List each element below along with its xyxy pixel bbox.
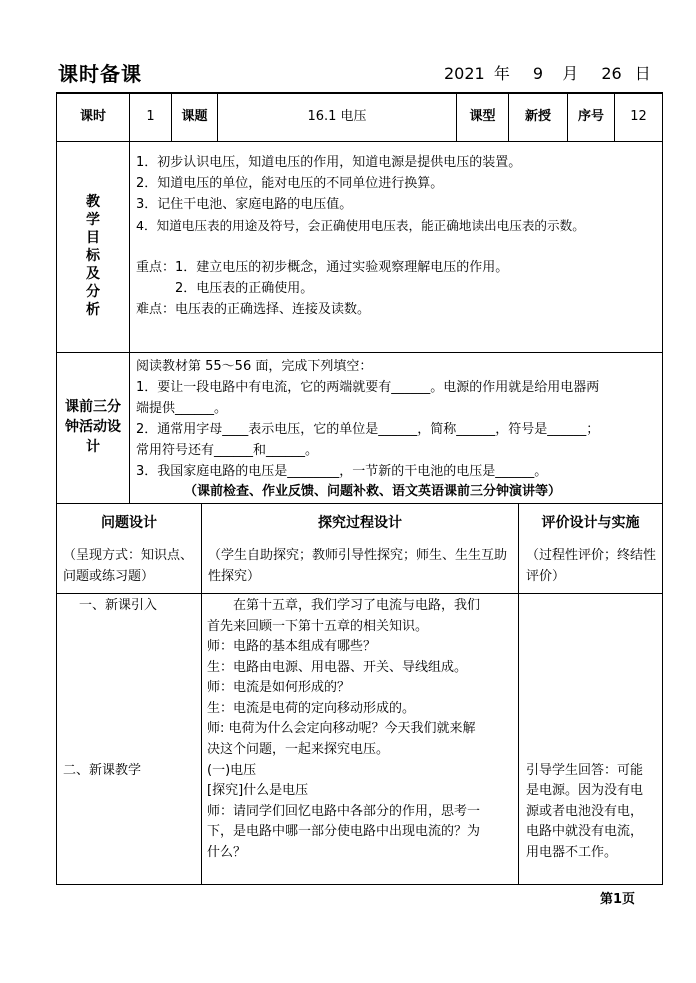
col2-title: 探究过程设计 <box>318 515 402 531</box>
preclass-label: 课前三分钟活动设计 <box>65 399 121 455</box>
objectives-label: 教学目标及分析 <box>86 194 100 318</box>
objective-line-1: 1．初步认识电压，知道电压的作用，知道电源是提供电压的装置。 <box>136 155 522 170</box>
col2-line-12: 下，是电路中哪一部分使电路中出现电流的？为 <box>207 824 481 839</box>
preclass-line-1: 阅读教材第 55～56 面，完成下列填空： <box>136 359 373 374</box>
col2-line-5: 师：电流是如何形成的？ <box>207 680 351 695</box>
key-point-2: 2．电压表的正确使用。 <box>136 281 314 296</box>
col2-line-2: 首先来回顾一下第十五章的相关知识。 <box>207 619 429 634</box>
type-label: 课型 <box>469 109 496 124</box>
lesson-value: 1 <box>146 109 155 124</box>
preclass-line-4: 2．通常用字母____表示电压，它的单位是______，简称______，符号是______； <box>136 422 600 437</box>
preclass-line-6: 3．我国家庭电路的电压是________，一节新的干电池的电压是______。 <box>136 464 548 479</box>
col1-sub: （呈现方式：知识点、问题或练习题） <box>63 548 194 584</box>
col3-title: 评价设计与实施 <box>541 515 640 531</box>
date-day: 26 <box>601 64 622 83</box>
seq-value: 12 <box>630 109 647 124</box>
date-month: 9 <box>532 64 544 83</box>
preclass-line-2: 1．要让一段电路中有电流，它的两端就要有______。电源的作用就是给用电器两 <box>136 380 600 395</box>
col2-line-13: 什么？ <box>207 845 247 860</box>
preclass-line-3: 端提供______。 <box>136 401 228 416</box>
preclass-footer: （课前检查、作业反馈、问题补救、语文英语课前三分钟演讲等） <box>184 484 562 499</box>
date-year: 2021 <box>444 64 485 83</box>
col3-sub: （过程性评价；终结性评价） <box>526 548 657 584</box>
col3-line-4: 电路中就没有电流， <box>526 824 644 839</box>
date-line <box>444 61 651 84</box>
date-day-unit: 日 <box>634 64 651 83</box>
col2-line-1: 在第十五章，我们学习了电流与电路，我们 <box>207 598 481 613</box>
topic-label: 课题 <box>181 109 208 124</box>
col2-line-4: 生：电路由电源、用电器、开关、导线组成。 <box>207 660 468 675</box>
date-month-unit: 月 <box>562 64 579 83</box>
preclass-line-5: 常用符号还有______和______。 <box>136 443 319 458</box>
seq-label: 序号 <box>577 109 604 124</box>
objective-line-3: 3．记住干电池、家庭电路的电压值。 <box>136 197 353 212</box>
lesson-label: 课时 <box>79 109 106 124</box>
col3-line-1: 引导学生回答：可能 <box>526 763 644 778</box>
col2-line-6: 生：电流是电荷的定向移动形成的。 <box>207 701 416 716</box>
page-number: 第1页 <box>600 892 636 907</box>
col2-sub: （学生自助探究；教师引导性探究；师生、生生互助性探究） <box>208 548 508 584</box>
col1-new-lesson-teaching: 二、新课教学 <box>63 763 142 778</box>
objective-line-2: 2．知道电压的单位，能对电压的不同单位进行换算。 <box>136 176 444 191</box>
objective-line-4: 4．知道电压表的用途及符号，会正确使用电压表，能正确地读出电压表的示数。 <box>136 218 585 233</box>
col2-line-9: (一)电压 <box>207 763 257 778</box>
difficult-point: 难点：电压表的正确选择、连接及读数。 <box>136 302 371 317</box>
col1-title: 问题设计 <box>101 515 157 531</box>
topic-value: 16.1 电压 <box>307 109 367 124</box>
document-title: 课时备课 <box>58 62 142 86</box>
col2-line-11: 师：请同学们回忆电路中各部分的作用，思考一 <box>207 804 481 819</box>
col2-line-8: 决这个问题，一起来探究电压。 <box>207 742 390 757</box>
type-value: 新授 <box>524 109 551 124</box>
key-point-1: 重点：1．建立电压的初步概念，通过实验观察理解电压的作用。 <box>136 260 509 275</box>
col3-line-3: 源或者电池没有电， <box>526 804 644 819</box>
col2-line-7: 师: 电荷为什么会定向移动呢？今天我们就来解 <box>207 721 476 736</box>
col3-line-5: 用电器不工作。 <box>526 845 618 860</box>
col1-new-lesson-intro: 一、新课引入 <box>79 598 158 613</box>
date-year-unit: 年 <box>493 64 510 83</box>
col2-line-3: 师：电路的基本组成有哪些？ <box>207 639 377 654</box>
col2-line-10: [探究]什么是电压 <box>207 783 309 798</box>
col3-line-2: 是电源。因为没有电 <box>526 783 644 798</box>
